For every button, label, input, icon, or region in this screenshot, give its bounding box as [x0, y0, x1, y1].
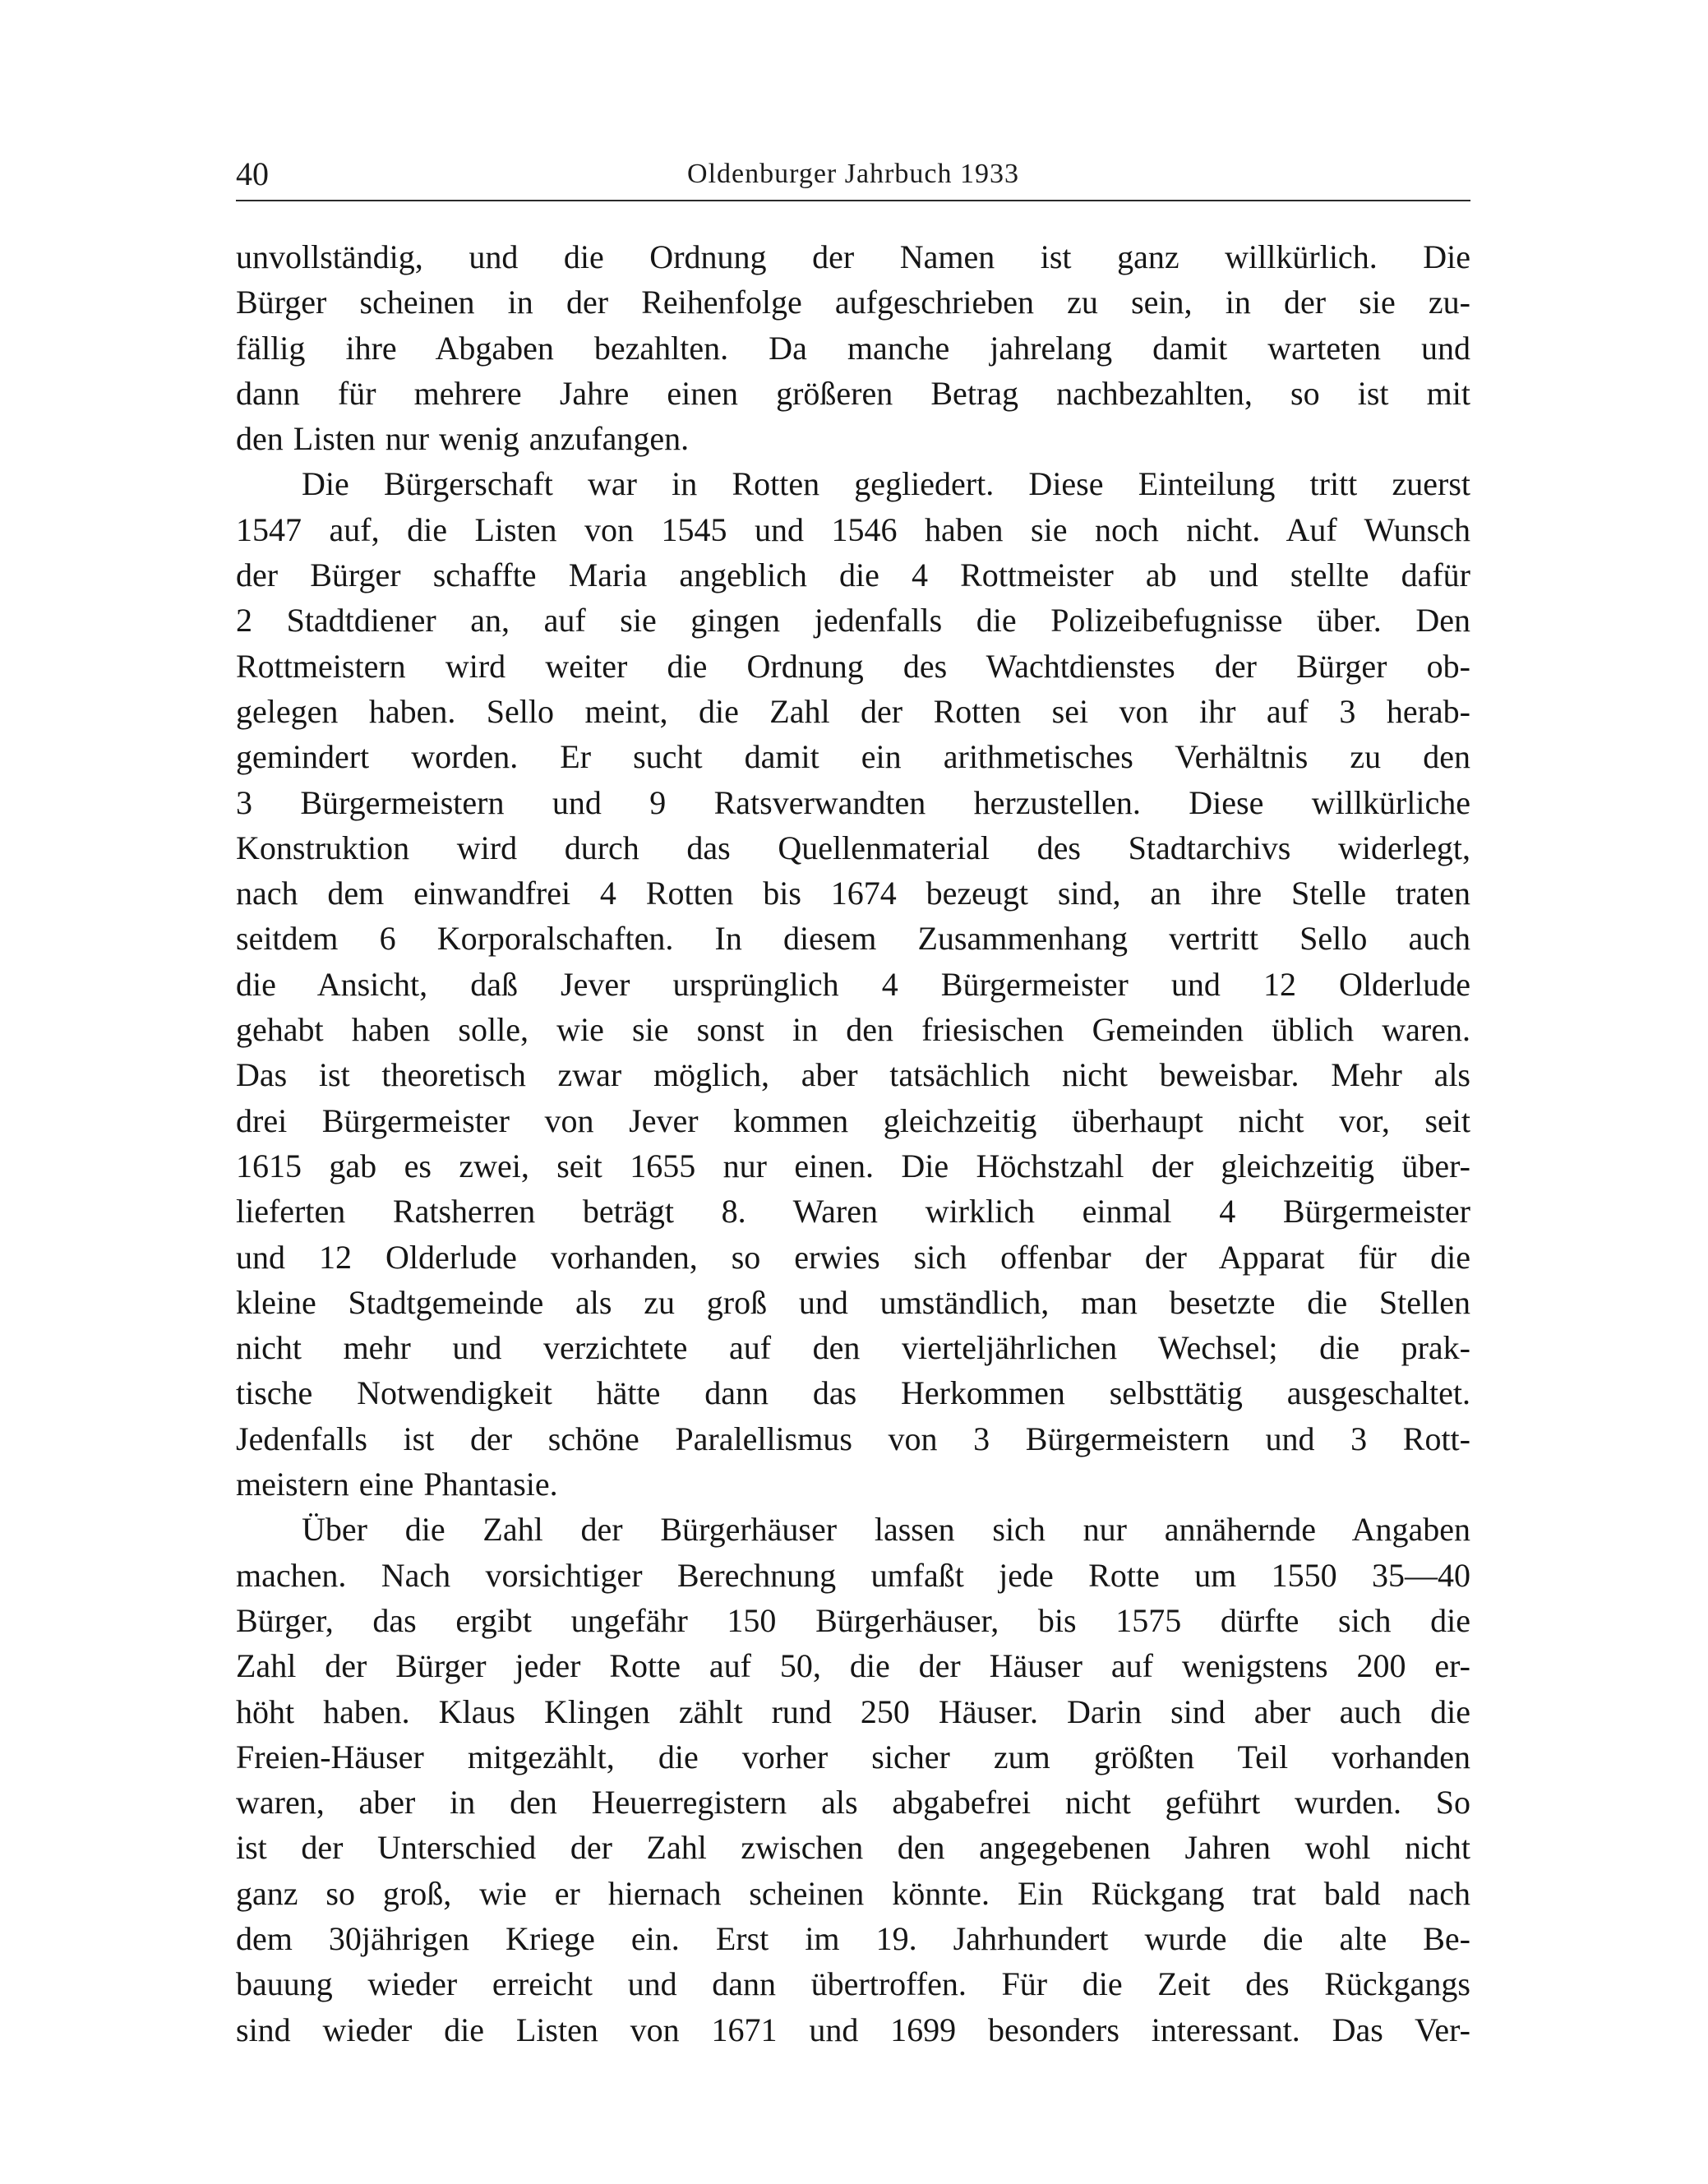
- paragraph: [236, 1507, 1470, 2052]
- text-line: Das ist theoretisch zwar möglich, aber tatsächlich nicht beweisbar. Mehr als: [236, 1056, 1470, 1094]
- text-line: Über die Zahl der Bürgerhäuser lassen sich nur annähernde Angaben: [302, 1511, 1470, 1549]
- text-line: unvollständig, und die Ordnung der Namen ist ganz willkürlich. Die: [236, 238, 1470, 275]
- text-line: nicht mehr und verzichtete auf den vierteljährlichen Wechsel; die prak-: [236, 1329, 1470, 1367]
- text-line: Zahl der Bürger jeder Rotte auf 50, die der Häuser auf wenigstens 200 er-: [236, 1647, 1470, 1685]
- text-line: Die Bürgerschaft war in Rotten gegliedert. Diese Einteilung tritt zuerst: [302, 465, 1470, 503]
- text-line: gelegen haben. Sello meint, die Zahl der Rotten sei von ihr auf 3 herab-: [236, 692, 1470, 730]
- header-rule: [236, 200, 1470, 201]
- text-line: 2 Stadtdiener an, auf sie gingen jedenfalls die Polizeibefugnisse über. Den: [236, 602, 1470, 640]
- text-line: dann für mehrere Jahre einen größeren Betrag nachbezahlten, so ist mit: [236, 374, 1470, 412]
- body-text: [236, 234, 1470, 2052]
- text-line: 1547 auf, die Listen von 1545 und 1546 haben sie noch nicht. Auf Wunsch: [236, 510, 1470, 548]
- text-line: lieferten Ratsherren beträgt 8. Waren wirklich einmal 4 Bürgermeister: [236, 1193, 1470, 1231]
- text-line: und 12 Olderlude vorhanden, so erwies sich offenbar der Apparat für die: [236, 1238, 1470, 1276]
- text-line: Rottmeistern wird weiter die Ordnung des Wachtdienstes der Bürger ob-: [236, 647, 1470, 685]
- text-line: fällig ihre Abgaben bezahlten. Da manche jahrelang damit warteten und: [236, 329, 1470, 367]
- text-line: nach dem einwandfrei 4 Rotten bis 1674 bezeugt sind, an ihre Stelle traten: [236, 875, 1470, 912]
- text-line: Freien-Häuser mitgezählt, die vorher sicher zum größten Teil vorhanden: [236, 1738, 1470, 1775]
- running-title: Oldenburger Jahrbuch 1933: [687, 159, 1019, 189]
- text-line: die Ansicht, daß Jever ursprünglich 4 Bürgermeister und 12 Olderlude: [236, 965, 1470, 1003]
- text-line: waren, aber in den Heuerregistern als abgabefrei nicht geführt wurden. So: [236, 1784, 1470, 1822]
- text-line: dem 30jährigen Kriege ein. Erst im 19. Jahrhundert wurde die alte Be-: [236, 1919, 1470, 1957]
- text-line: gemindert worden. Er sucht damit ein arithmetisches Verhältnis zu den: [236, 738, 1470, 776]
- text-line: seitdem 6 Korporalschaften. In diesem Zusammenhang vertritt Sello auch: [236, 920, 1470, 958]
- text-line: Bürger, das ergibt ungefähr 150 Bürgerhäuser, bis 1575 dürfte sich die: [236, 1601, 1470, 1639]
- page-header: [236, 153, 1470, 196]
- text-line: machen. Nach vorsichtiger Berechnung umfaßt jede Rotte um 1550 35—40: [236, 1556, 1470, 1594]
- paragraph: [236, 461, 1470, 1507]
- text-line: Jedenfalls ist der schöne Paralellismus von 3 Bürgermeistern und 3 Rott-: [236, 1420, 1470, 1457]
- paragraph: [236, 234, 1470, 461]
- text-line: 3 Bürgermeistern und 9 Ratsverwandten herzustellen. Diese willkürliche: [236, 783, 1470, 821]
- text-line: ganz so groß, wie er hiernach scheinen könnte. Ein Rückgang trat bald nach: [236, 1874, 1470, 1912]
- text-line: höht haben. Klaus Klingen zählt rund 250 Häuser. Darin sind aber auch die: [236, 1692, 1470, 1730]
- text-line: bauung wieder erreicht und dann übertroffen. Für die Zeit des Rückgangs: [236, 1965, 1470, 2003]
- text-line: meistern eine Phantasie.: [236, 1466, 558, 1503]
- text-line: sind wieder die Listen von 1671 und 1699 besonders interessant. Das Ver-: [236, 2011, 1470, 2048]
- text-line: gehabt haben solle, wie sie sonst in den friesischen Gemeinden üblich waren.: [236, 1011, 1470, 1049]
- text-line: Bürger scheinen in der Reihenfolge aufgeschrieben zu sein, in der sie zu-: [236, 284, 1470, 321]
- text-line: der Bürger schaffte Maria angeblich die 4 Rottmeister ab und stellte dafür: [236, 556, 1470, 594]
- text-line: kleine Stadtgemeinde als zu groß und umständlich, man besetzte die Stellen: [236, 1283, 1470, 1321]
- text-line: den Listen nur wenig anzufangen.: [236, 420, 690, 458]
- text-line: drei Bürgermeister von Jever kommen gleichzeitig überhaupt nicht vor, seit: [236, 1101, 1470, 1139]
- text-line: 1615 gab es zwei, seit 1655 nur einen. Die Höchstzahl der gleichzeitig über-: [236, 1147, 1470, 1184]
- text-line: ist der Unterschied der Zahl zwischen den angegebenen Jahren wohl nicht: [236, 1829, 1470, 1867]
- text-line: tische Notwendigkeit hätte dann das Herkommen selbsttätig ausgeschaltet.: [236, 1374, 1470, 1412]
- page-number: 40: [236, 155, 269, 192]
- text-line: Konstruktion wird durch das Quellenmaterial des Stadtarchivs widerlegt,: [236, 829, 1470, 866]
